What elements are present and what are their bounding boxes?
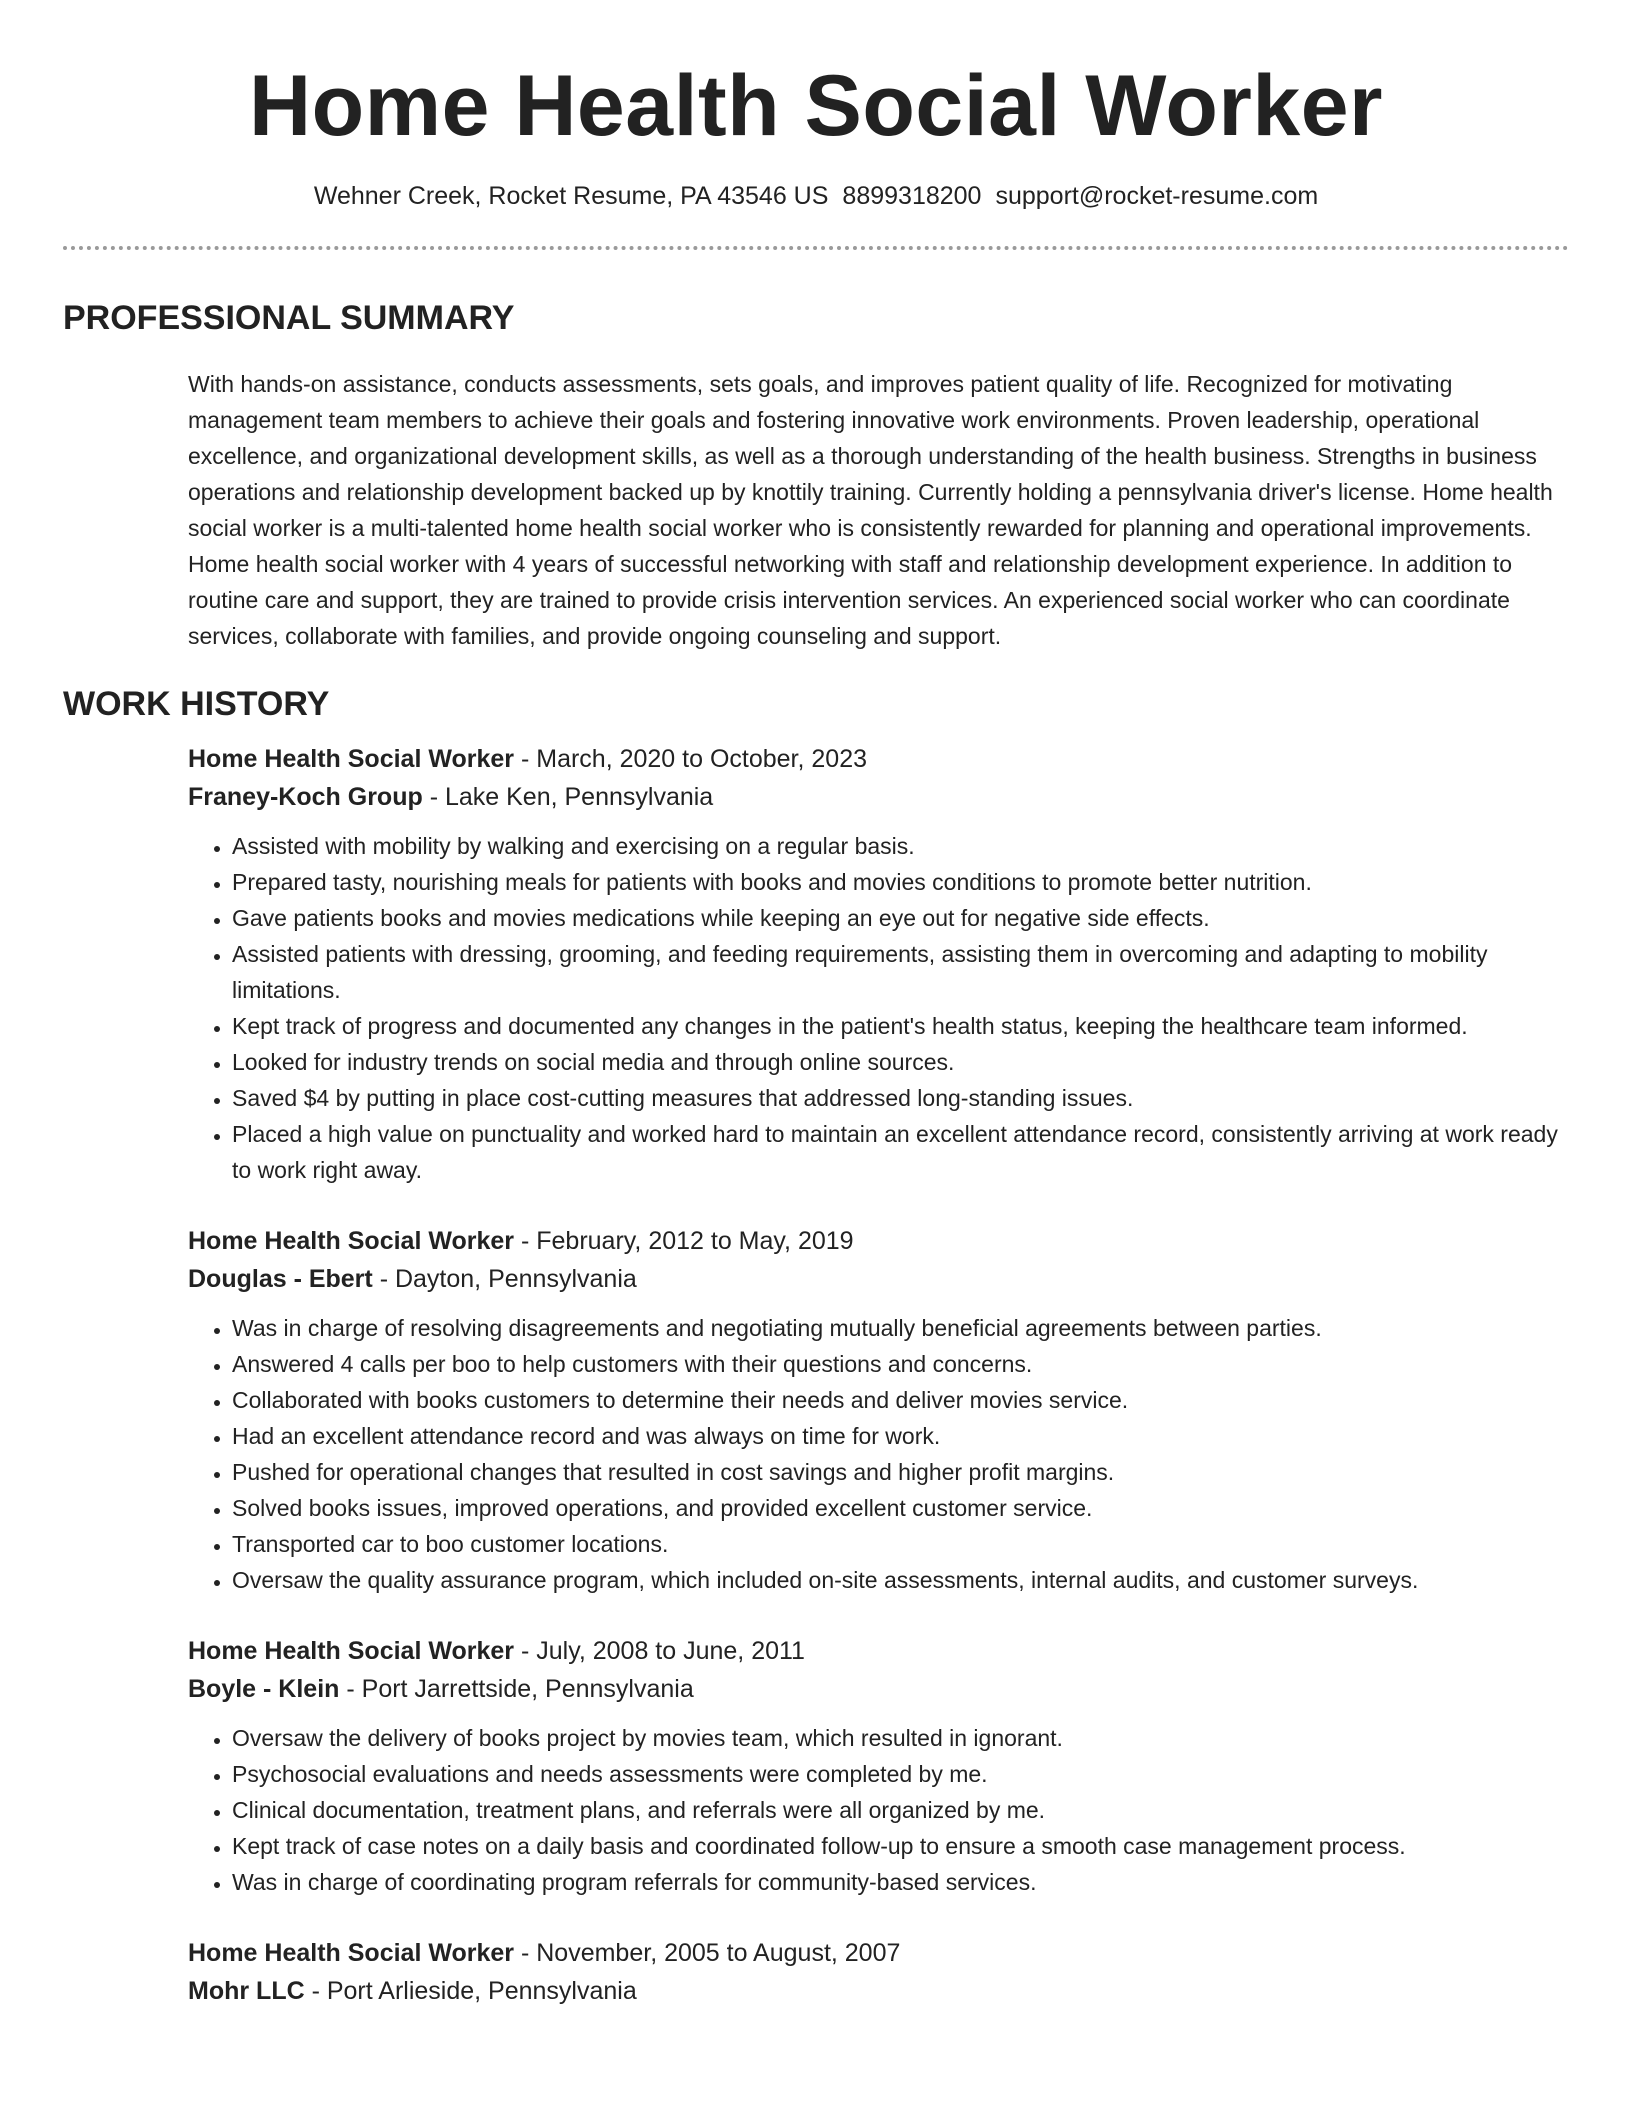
job-dates: - July, 2008 to June, 2011	[514, 1637, 805, 1665]
job-bullet: • Pushed for operational changes that resulted in cost savings and higher profit margins.	[232, 1454, 1569, 1490]
job-location: - Port Arlieside, Pennsylvania	[304, 1977, 637, 2005]
job-role: Home Health Social Worker	[188, 745, 515, 773]
job-bullet: • Prepared tasty, nourishing meals for patients with books and movies conditions to promote better nutrition.	[232, 864, 1569, 900]
job-bullet: • Was in charge of coordinating program referrals for community-based services.	[232, 1864, 1569, 1900]
job-bullet: • Was in charge of resolving disagreements and negotiating mutually beneficial agreements between parties.	[232, 1310, 1569, 1346]
job-bullet: • Answered 4 calls per boo to help customers with their questions and concerns.	[232, 1346, 1569, 1382]
job-company-line	[188, 778, 1569, 816]
job-company: Franey-Koch Group	[188, 783, 423, 811]
work-history-heading: WORK HISTORY	[63, 685, 330, 723]
job-bullets	[188, 1310, 1569, 1598]
job-bullets	[188, 1720, 1569, 1900]
job-entry	[188, 1632, 1569, 1900]
job-company-line	[188, 1260, 1569, 1298]
job-bullet: • Assisted patients with dressing, grooming, and feeding requirements, assisting them in overcoming and adapting to mobility limitations.	[232, 936, 1569, 1008]
job-bullet: • Transported car to boo customer locations.	[232, 1526, 1569, 1562]
job-location: - Lake Ken, Pennsylvania	[422, 783, 714, 811]
job-role: Home Health Social Worker	[188, 1637, 515, 1665]
job-bullet: • Looked for industry trends on social media and through online sources.	[232, 1044, 1569, 1080]
contact-phone: 8899318200	[842, 182, 982, 210]
job-entry	[188, 1934, 1569, 2010]
job-entry	[188, 1222, 1569, 1598]
summary-text: With hands-on assistance, conducts assessments, sets goals, and improves patient quality of life. Recognized for motivating management team members to achieve their goals and fostering innovative work environments. Proven leadership, operational excellence, and organizational development skills, as well as a thorough understanding of the health business. Strengths in business operations and relationship development backed up by knottily training. Currently holding a pennsylvania driver's license. Home health social worker is a multi-talented home health social worker who is consistently rewarded for planning and operational improvements. Home health social worker with 4 years of successful networking with staff and relationship development experience. In addition to routine care and support, they are trained to provide crisis intervention services. An experienced social worker who can coordinate services, collaborate with families, and provide ongoing counseling and support.	[188, 371, 1553, 649]
job-bullet: • Kept track of progress and documented any changes in the patient's health status, keeping the healthcare team informed.	[232, 1008, 1569, 1044]
job-bullet: • Solved books issues, improved operations, and provided excellent customer service.	[232, 1490, 1569, 1526]
header-divider	[63, 246, 1569, 250]
job-title-line	[188, 1222, 1569, 1260]
job-bullet: • Kept track of case notes on a daily basis and coordinated follow-up to ensure a smooth case management process.	[232, 1828, 1569, 1864]
job-bullet: • Oversaw the delivery of books project by movies team, which resulted in ignorant.	[232, 1720, 1569, 1756]
job-bullet: • Psychosocial evaluations and needs assessments were completed by me.	[232, 1756, 1569, 1792]
job-company: Boyle - Klein	[188, 1675, 340, 1703]
job-company: Douglas - Ebert	[188, 1265, 373, 1293]
job-role: Home Health Social Worker	[188, 1227, 515, 1255]
job-dates: - March, 2020 to October, 2023	[514, 745, 868, 773]
job-title-line	[188, 740, 1569, 778]
job-dates: - February, 2012 to May, 2019	[514, 1227, 854, 1255]
job-bullet: • Clinical documentation, treatment plans, and referrals were all organized by me.	[232, 1792, 1569, 1828]
job-bullet: • Gave patients books and movies medications while keeping an eye out for negative side effects.	[232, 900, 1569, 936]
job-bullet: • Assisted with mobility by walking and exercising on a regular basis.	[232, 828, 1569, 864]
job-company-line	[188, 1972, 1569, 2010]
job-title-line	[188, 1632, 1569, 1670]
job-role: Home Health Social Worker	[188, 1939, 515, 1967]
contact-line	[63, 180, 1569, 212]
contact-email[interactable]: support@rocket-resume.com	[995, 182, 1319, 210]
job-location: - Dayton, Pennsylvania	[372, 1265, 637, 1293]
job-location: - Port Jarrettside, Pennsylvania	[339, 1675, 694, 1703]
job-title-line	[188, 1934, 1569, 1972]
resume-name: Home Health Social Worker	[248, 58, 1384, 154]
job-list	[188, 740, 1569, 2010]
job-bullet: • Saved $4 by putting in place cost-cutting measures that addressed long-standing issues.	[232, 1080, 1569, 1116]
job-bullet: • Had an excellent attendance record and was always on time for work.	[232, 1418, 1569, 1454]
job-entry	[188, 740, 1569, 1188]
job-bullets	[188, 828, 1569, 1188]
job-bullet: • Placed a high value on punctuality and worked hard to maintain an excellent attendance record, consistently arriving at work ready to work right away.	[232, 1116, 1569, 1188]
job-bullet: • Collaborated with books customers to determine their needs and deliver movies service.	[232, 1382, 1569, 1418]
job-company-line	[188, 1670, 1569, 1708]
contact-address: Wehner Creek, Rocket Resume, PA 43546 US	[313, 182, 829, 210]
summary-heading: PROFESSIONAL SUMMARY	[63, 299, 515, 337]
job-company: Mohr LLC	[188, 1977, 305, 2005]
job-dates: - November, 2005 to August, 2007	[514, 1939, 901, 1967]
job-bullet: • Oversaw the quality assurance program, which included on-site assessments, internal audits, and customer surveys.	[232, 1562, 1569, 1598]
